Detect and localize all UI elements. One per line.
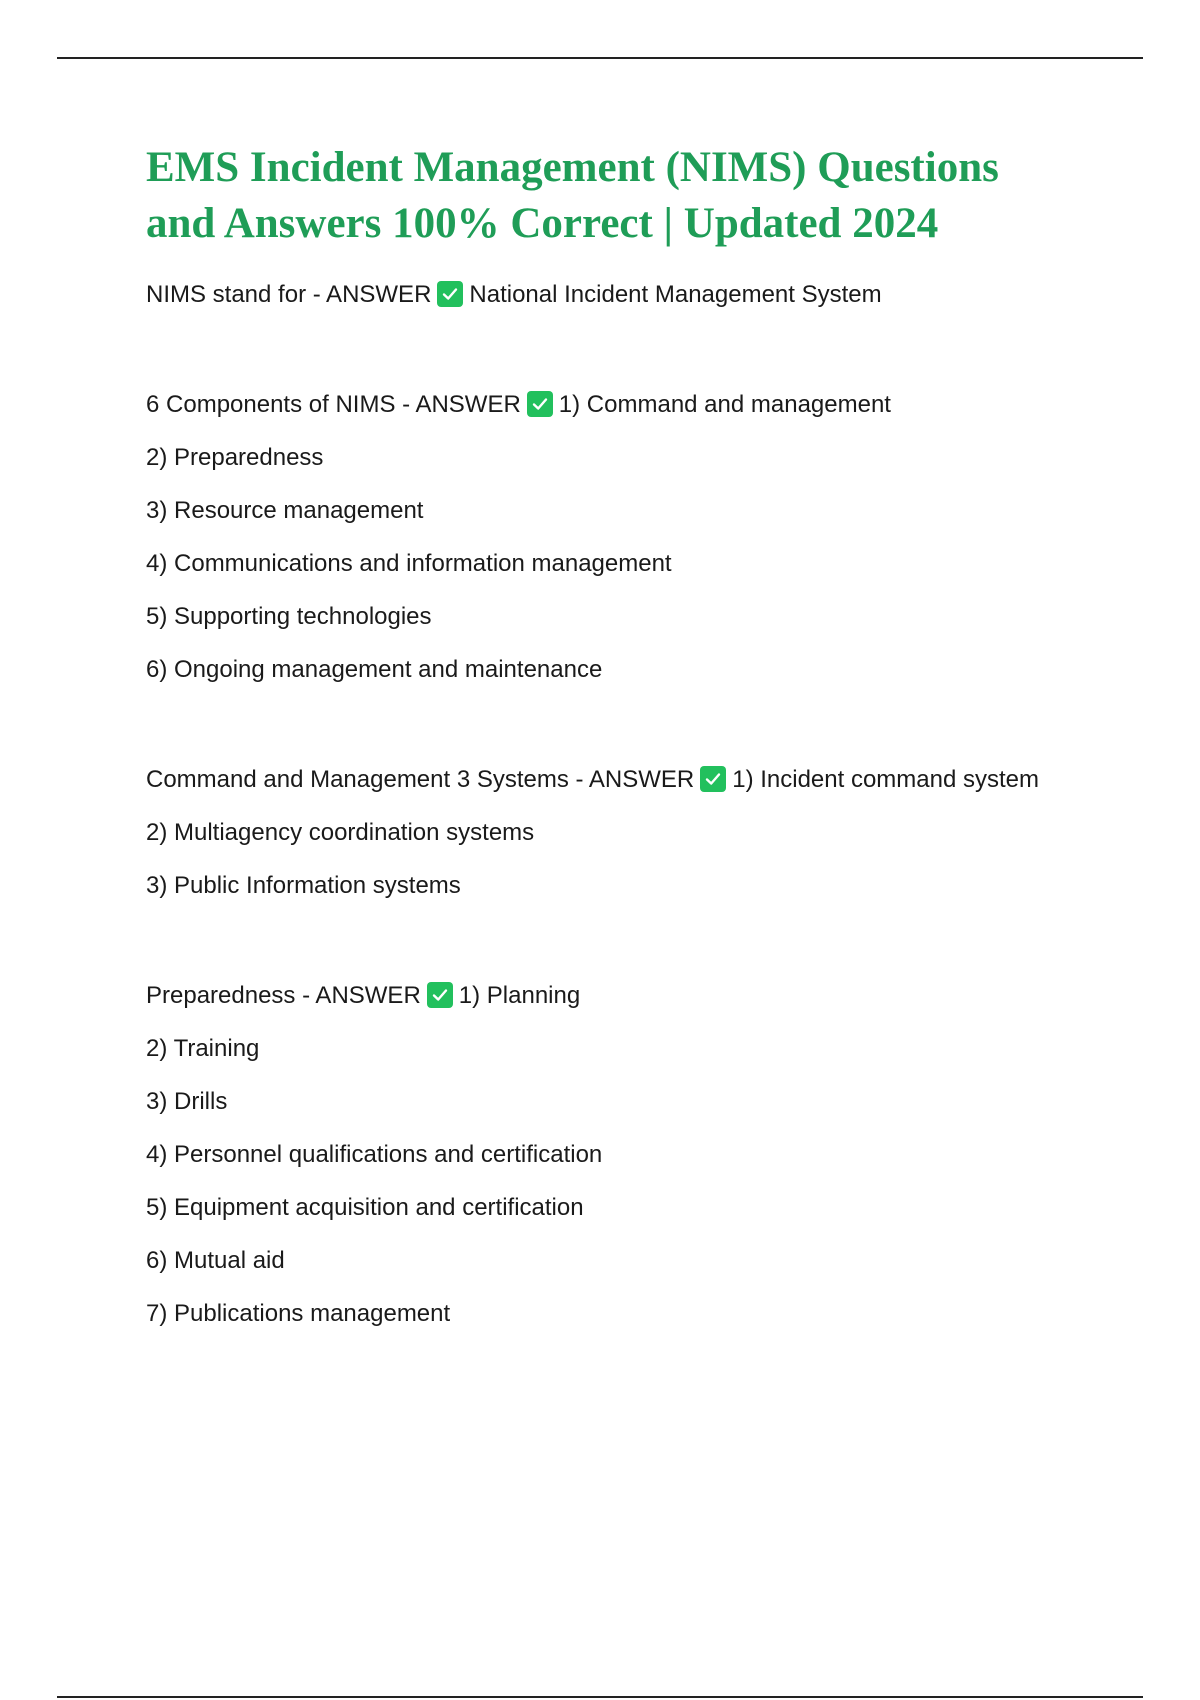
answer-item: 7) Publications management	[146, 1300, 451, 1327]
section-gap	[146, 912, 1046, 969]
answer-item: 2) Multiagency coordination systems	[146, 819, 535, 846]
question-text: 6 Components of NIMS - ANSWER	[146, 391, 521, 418]
check-box-icon	[437, 281, 463, 307]
qa-section	[146, 969, 1046, 1340]
qa-section	[146, 268, 1046, 321]
answer-text: 1) Planning	[458, 982, 581, 1009]
question-text: Command and Management 3 Systems - ANSWER	[146, 766, 695, 793]
answer-item: 3) Resource management	[146, 497, 424, 524]
answer-item: 6) Ongoing management and maintenance	[146, 656, 603, 683]
answer-item: 3) Drills	[146, 1088, 228, 1115]
question-text: Preparedness - ANSWER	[146, 982, 421, 1009]
question-line	[146, 378, 1046, 431]
answer-item: 6) Mutual aid	[146, 1247, 285, 1274]
answer-item: 2) Preparedness	[146, 444, 324, 471]
question-line	[146, 268, 1046, 321]
check-box-icon	[527, 391, 553, 417]
check-box-icon	[427, 982, 453, 1008]
section-gap	[146, 321, 1046, 378]
qa-section	[146, 753, 1046, 912]
question-line	[146, 969, 1046, 1022]
section-gap	[146, 696, 1046, 753]
answer-item: 5) Supporting technologies	[146, 603, 432, 630]
answer-item: 3) Public Information systems	[146, 872, 461, 899]
document-body	[146, 140, 1046, 1340]
top-rule	[57, 57, 1143, 59]
answer-item: 5) Equipment acquisition and certification	[146, 1194, 584, 1221]
document-title: EMS Incident Management (NIMS) Questions and Answers 100% Correct | Updated 2024	[146, 144, 999, 247]
check-box-icon	[700, 766, 726, 792]
bottom-rule	[57, 1696, 1143, 1698]
qa-section	[146, 378, 1046, 696]
answer-item: 4) Communications and information management	[146, 550, 672, 577]
answer-text: 1) Incident command system	[732, 766, 1040, 793]
answer-text: 1) Command and management	[558, 391, 891, 418]
answer-item: 4) Personnel qualifications and certification	[146, 1141, 603, 1168]
answer-text: National Incident Management System	[469, 281, 882, 308]
answer-item: 2) Training	[146, 1035, 260, 1062]
question-line	[146, 753, 1046, 806]
question-text: NIMS stand for - ANSWER	[146, 281, 432, 308]
